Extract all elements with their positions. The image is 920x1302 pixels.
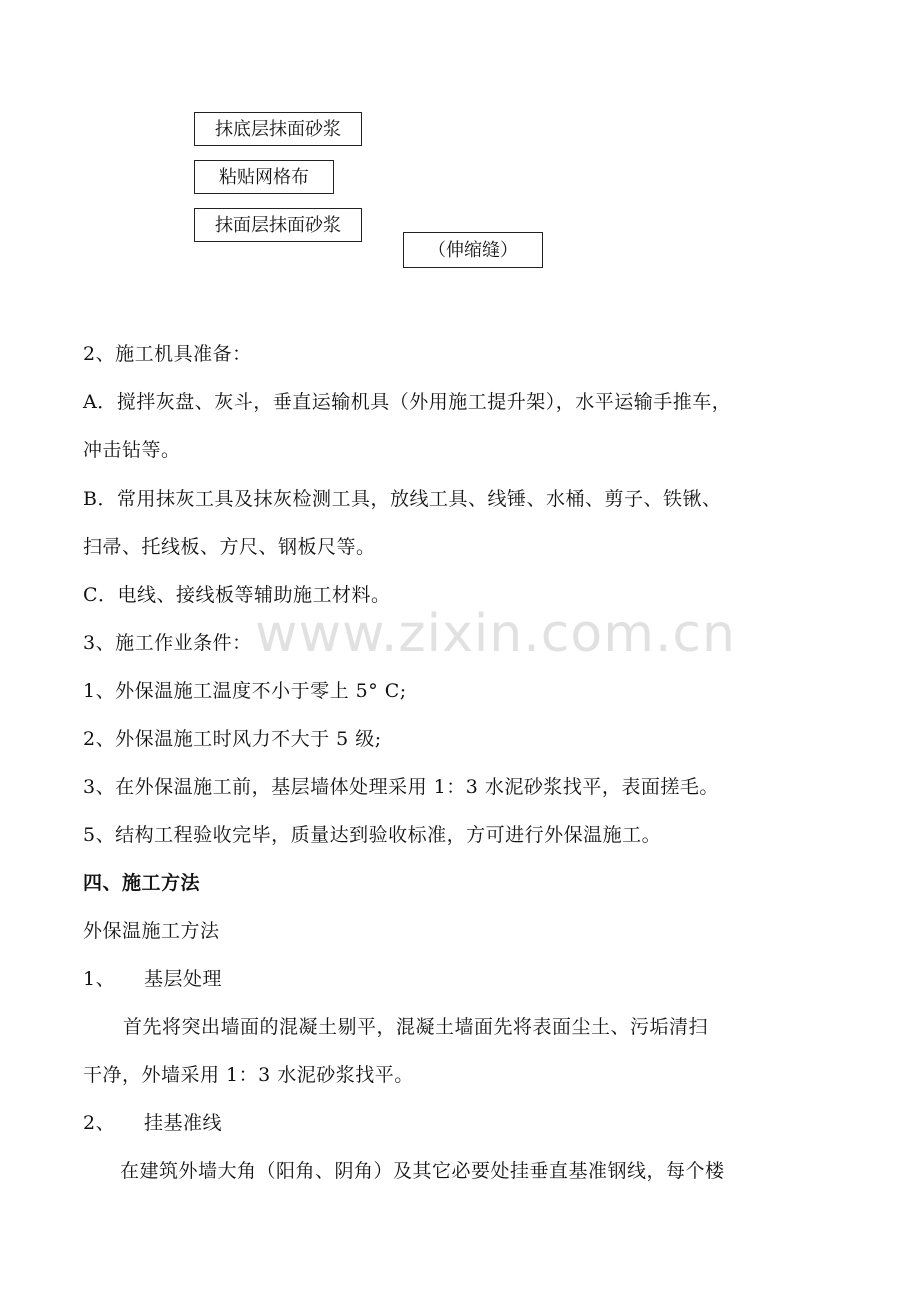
step1-paragraph-line2: 干净，外墙采用 1：3 水泥砂浆找平。 xyxy=(83,1064,414,1086)
step1-paragraph-line1: 首先将突出墙面的混凝土剔平，混凝土墙面先将表面尘土、污垢清扫 xyxy=(123,1016,709,1038)
flow-box-base-mortar: 抹底层抹面砂浆 xyxy=(194,112,362,146)
machinery-item-a-line1: A．搅拌灰盘、灰斗，垂直运输机具（外用施工提升架），水平运输手推车， xyxy=(83,391,732,413)
condition-item-1: 1、外保温施工温度不小于零上 5° C; xyxy=(83,680,407,702)
watermark: www.zixin.com.cn xyxy=(255,604,736,664)
flow-box-surface-mortar: 抹面层抹面砂浆 xyxy=(194,208,362,242)
step2-title: 挂基准线 xyxy=(144,1112,223,1134)
step2-number: 2、 xyxy=(83,1112,116,1134)
machinery-heading: 2、施工机具准备： xyxy=(83,343,252,365)
machinery-item-b-line1: B．常用抹灰工具及抹灰检测工具，放线工具、线锤、水桶、剪子、铁锹、 xyxy=(83,488,722,510)
step1-number: 1、 xyxy=(83,968,116,990)
machinery-item-a-line2: 冲击钻等。 xyxy=(83,439,181,461)
machinery-item-b-line2: 扫帚、托线板、方尺、钢板尺等。 xyxy=(83,536,376,558)
flow-box-expansion-joint: （伸缩缝） xyxy=(403,232,543,268)
method-title: 外保温施工方法 xyxy=(83,920,220,942)
step2-paragraph-line1: 在建筑外墙大角（阳角、阴角）及其它必要处挂垂直基准钢线，每个楼 xyxy=(120,1160,725,1182)
condition-item-2: 2、外保温施工时风力不大于 5 级; xyxy=(83,728,382,750)
machinery-item-c: C．电线、接线板等辅助施工材料。 xyxy=(83,584,391,606)
section-four-heading: 四、施工方法 xyxy=(83,872,201,894)
flow-box-mesh-cloth: 粘贴网格布 xyxy=(194,160,334,194)
condition-item-5: 5、结构工程验收完毕，质量达到验收标准，方可进行外保温施工。 xyxy=(83,824,662,846)
conditions-heading: 3、施工作业条件： xyxy=(83,632,252,654)
condition-item-3: 3、在外保温施工前，基层墙体处理采用 1：3 水泥砂浆找平，表面搓毛。 xyxy=(83,776,719,798)
step1-title: 基层处理 xyxy=(144,968,223,990)
